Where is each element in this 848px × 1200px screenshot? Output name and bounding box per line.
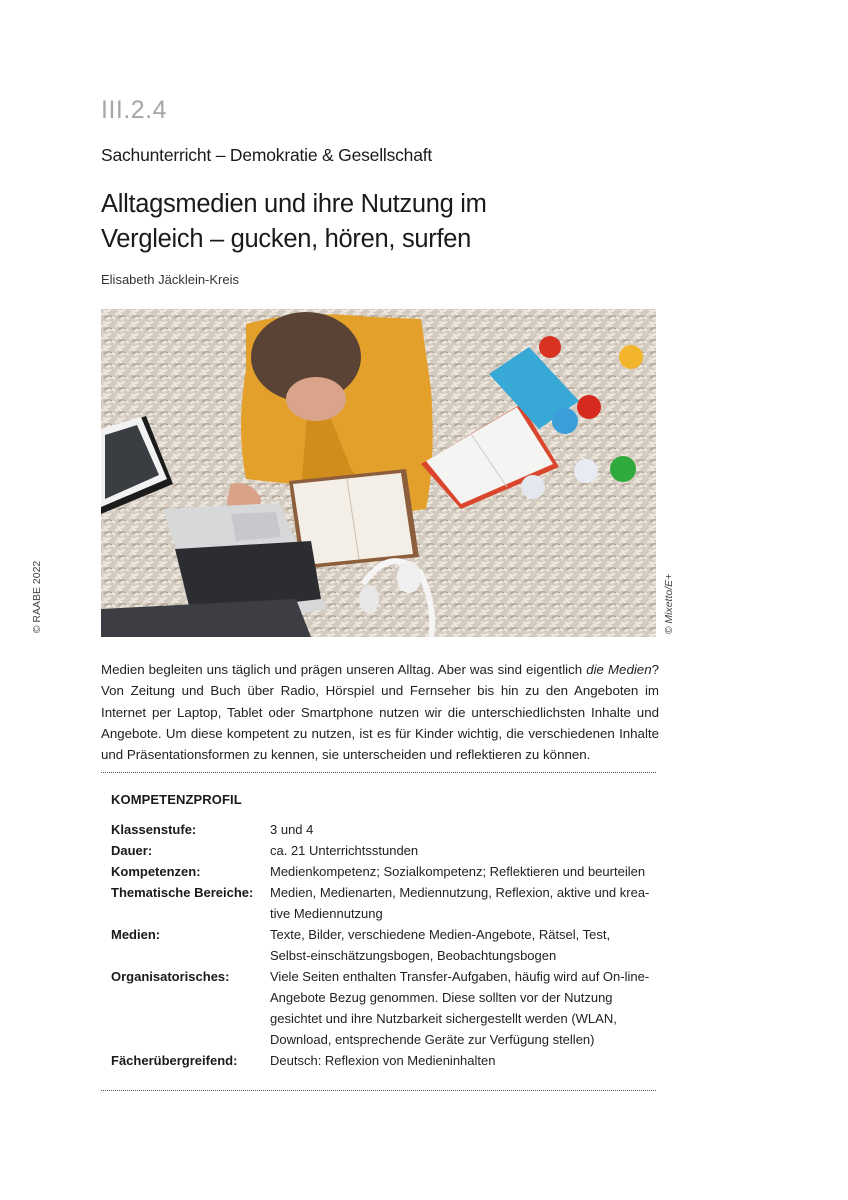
profile-label: Dauer: — [111, 843, 153, 858]
dotted-divider-bottom — [101, 1090, 656, 1091]
profile-row — [111, 1050, 656, 1071]
profile-value: ca. 21 Unterrichtsstunden — [270, 843, 419, 858]
profile-value: Medienkompetenz; Sozialkompetenz; Reflektieren und beurteilen — [270, 864, 646, 879]
competence-profile-table — [111, 819, 656, 1071]
copyright-notice: © RAABE 2022 — [31, 560, 43, 634]
intro-text-2: ? Von Zeitung und Buch über Radio, Hörspiel und Fernseher bis hin zu den Angeboten im Internet per Laptop, Tablet oder Smartphone nutzen wir die unterschiedlichsten Inhalte und Angebote. Um diese kompetent zu nutzen, ist es für Kinder wichtig, die verschiedenen Inhalte und Präsentationsformen zu kennen, sie unterscheiden und reflektieren zu können. — [101, 662, 659, 763]
profile-value: Deutsch: Reflexion von Medieninhalten — [270, 1053, 496, 1068]
profile-row — [111, 924, 656, 966]
profile-row — [111, 966, 656, 1050]
profile-value: Texte, Bilder, verschiedene Medien-Angebote, Rätsel, Test, Selbst-einschätzungsbogen, Beobachtungsbogen — [270, 927, 611, 963]
profile-value: Viele Seiten enthalten Transfer-Aufgaben, häufig wird auf On-line-Angebote Bezug genommen. Diese sollten vor der Nutzung gesichtet und ihre Nutzbarkeit sichergestellt werden (WLAN, Download, entsprechende Geräte zur Verfügung stellen) — [270, 969, 650, 1047]
profile-label: Fächerübergreifend: — [111, 1053, 238, 1068]
chapter-number: III.2.4 — [101, 96, 168, 124]
author: Elisabeth Jäcklein-Kreis — [101, 272, 240, 287]
intro-paragraph — [101, 659, 659, 765]
profile-row — [111, 882, 656, 924]
competence-profile-title: KOMPETENZPROFIL — [111, 792, 242, 807]
title-line-1: Alltagsmedien und ihre Nutzung im — [101, 190, 487, 218]
profile-row — [111, 861, 656, 882]
intro-emphasis: die Medien — [586, 662, 652, 677]
cover-photo — [101, 309, 656, 637]
dotted-divider-top — [101, 772, 656, 773]
profile-row — [111, 840, 656, 861]
profile-row — [111, 819, 656, 840]
page-title — [101, 187, 661, 257]
profile-label: Thematische Bereiche: — [111, 885, 254, 900]
profile-label: Kompetenzen: — [111, 864, 201, 879]
profile-value: Medien, Medienarten, Mediennutzung, Reflexion, aktive und krea-tive Mediennutzung — [270, 885, 650, 921]
profile-value: 3 und 4 — [270, 822, 314, 837]
title-line-2: Vergleich – gucken, hören, surfen — [101, 225, 472, 253]
profile-label: Klassenstufe: — [111, 822, 197, 837]
subject-heading: Sachunterricht – Demokratie & Gesellschaft — [101, 145, 433, 165]
profile-label: Medien: — [111, 927, 161, 942]
intro-text-1: Medien begleiten uns täglich und prägen unseren Alltag. Aber was sind eigentlich — [101, 662, 587, 677]
profile-label: Organisatorisches: — [111, 969, 230, 984]
photo-credit: © Mixetto/E+ — [663, 573, 675, 635]
